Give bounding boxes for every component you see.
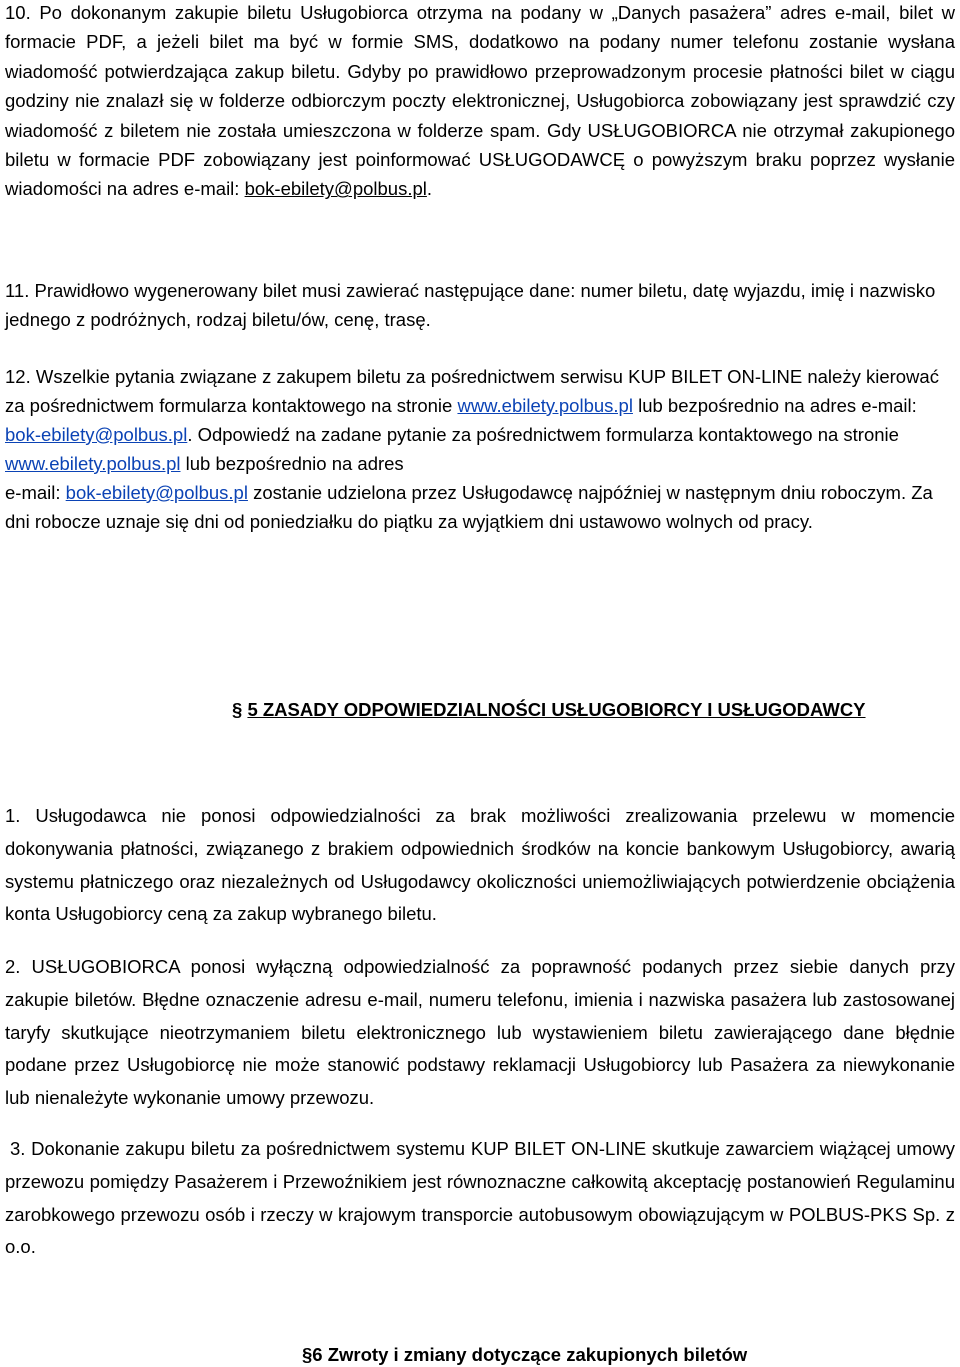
section-5-heading xyxy=(232,698,960,722)
email-link-1[interactable]: bok-ebilety@polbus.pl xyxy=(5,424,188,445)
section-5-paragraph-3 xyxy=(5,1133,955,1264)
email-link-bok[interactable]: bok-ebilety@polbus.pl xyxy=(244,178,427,200)
section-5-paragraph-1-text: 1. Usługodawca nie ponosi odpowiedzialności za brak możliwości zrealizowania przelewu w momencie dokonywania płatności, związanego z brakiem odpowiednich środków na koncie bankowym Usługobiorcy, awarią systemu płatniczego oraz niezależnych od Usługodawcy okoliczności uniemożliwiających potwierdzenie obciążenia konta Usługobiorcy ceną za zakup wybranego biletu. xyxy=(5,805,955,925)
paragraph-12 xyxy=(5,362,955,536)
section-6-heading xyxy=(302,1343,960,1367)
section-5-title: 5 ZASADY ODPOWIEDZIALNOŚCI USŁUGOBIORCY I USŁUGODAWCY xyxy=(247,699,866,720)
section-5-paragraph-2 xyxy=(5,951,955,1115)
section-5-paragraph-2-text: 2. USŁUGOBIORCA ponosi wyłączną odpowiedzialność za poprawność podanych przez siebie danych przy zakupie biletów. Błędne oznaczenie adresu e-mail, numeru telefonu, imienia i nazwiska pasażera lub zastosowanej taryfy skutkujące nieotrzymaniem biletu elektronicznego lub wystawieniem biletu zawierającego dane błędnie podane przez Usługobiorcę nie może stanowić podstawy reklamacji Usługobiorcy lub Pasażera za niewykonanie lub nienależyte wykonanie umowy przewozu. xyxy=(5,956,955,1109)
paragraph-10 xyxy=(5,0,955,204)
email-link-2[interactable]: bok-ebilety@polbus.pl xyxy=(65,482,248,503)
paragraph-11 xyxy=(5,276,955,334)
paragraph-12-text-d: lub bezpośrednio na adres xyxy=(180,453,404,474)
paragraph-12-text-e: e-mail: xyxy=(5,482,66,503)
paragraph-12-text-c: . Odpowiedź na zadane pytanie za pośrednictwem formularza kontaktowego na stronie xyxy=(187,424,899,445)
paragraph-12-text-a: 12. Wszelkie pytania związane z zakupem biletu za pośrednictwem serwisu KUP BILET ON-LINE należy kierować za pośrednictwem formularza kontaktowego na stronie xyxy=(5,366,939,416)
section-6-symbol: § xyxy=(302,1344,313,1365)
paragraph-11-text: 11. Prawidłowo wygenerowany bilet musi zawierać następujące dane: numer biletu, datę wyjazdu, imię i nazwisko jednego z podróżnych, rodzaj biletu/ów, cenę, trasę. xyxy=(5,280,936,330)
paragraph-12-text-b: lub bezpośrednio na adres e-mail: xyxy=(632,395,917,416)
section-5-symbol: § xyxy=(232,699,248,720)
section-5-paragraph-3-text: 3. Dokonanie zakupu biletu za pośrednictwem systemu KUP BILET ON-LINE skutkuje zawarciem wiążącej umowy przewozu pomiędzy Pasażerem i Przewoźnikiem jest równoznaczne całkowitą akceptację postanowień Regulaminu zarobkowego przewozu osób i rzeczy w krajowym transporcie autobusowym obowiązującym w POLBUS-PKS Sp. z o.o. xyxy=(5,1138,955,1258)
website-link-2[interactable]: www.ebilety.polbus.pl xyxy=(5,453,181,474)
paragraph-10-text: 10. Po dokonanym zakupie biletu Usługobiorca otrzyma na podany w „Danych pasażera” adres e-mail, bilet w formacie PDF, a jeżeli bilet ma być w formie SMS, dodatkowo na podany numer telefonu zostanie wysłana wiadomość potwierdzająca zakup biletu. Gdyby po prawidłowo przeprowadzonym procesie płatności bilet w ciągu godziny nie znalazł się w folderze odbiorczym poczty elektronicznej, Usługobiorca zobowiązany jest sprawdzić czy wiadomość z biletem nie została umieszczona w folderze spam. Gdy USŁUGOBIORCA nie otrzymał zakupionego biletu w formacie PDF zobowiązany jest poinformować USŁUGODAWCĘ o powyższym braku poprzez wysłanie wiadomości na adres e-mail: xyxy=(5,2,955,200)
paragraph-12-text-f: zostanie udzielona przez Usługodawcę najpóźniej w następnym dniu roboczym. Za dni robocze uznaje się dni od poniedziałku do piątku za wyjątkiem dni ustawowo wolnych od pracy. xyxy=(5,482,933,532)
website-link-1[interactable]: www.ebilety.polbus.pl xyxy=(457,395,633,416)
section-5-paragraph-1 xyxy=(5,800,955,931)
section-6-title: 6 Zwroty i zmiany dotyczące zakupionych biletów xyxy=(312,1344,748,1365)
paragraph-10-end: . xyxy=(426,178,433,200)
